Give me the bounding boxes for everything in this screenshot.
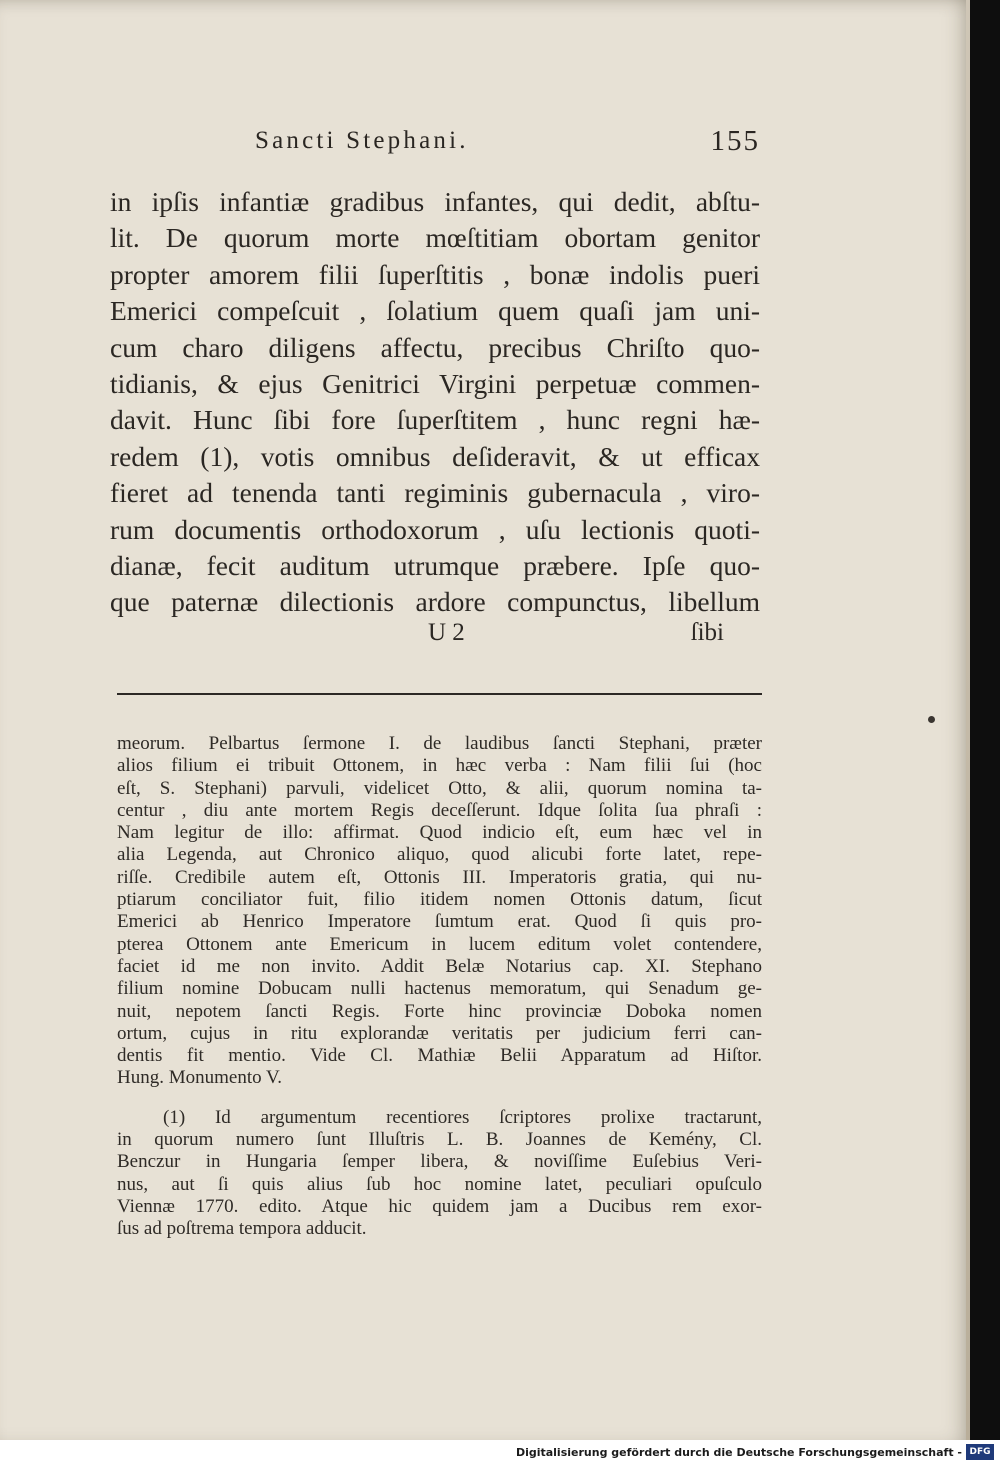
main-text-line: Emerici compeſcuit , ſolatium quem quaſi jam uni-	[110, 295, 760, 327]
footnote-line: nus, aut ſi quis alius ſub hoc nomine latet, peculiari opuſculo	[117, 1173, 762, 1195]
page-number: 155	[710, 125, 760, 157]
main-text-line: redem (1), votis omnibus deſideravit, & ut efficax	[110, 440, 760, 472]
footnote-line: (1) Id argumentum recentiores ſcriptores prolixe tractarunt,	[163, 1106, 762, 1128]
footnote-line: eſt, S. Stephani) parvuli, videlicet Otto, & alii, quorum nomina ta-	[117, 777, 762, 799]
footnotes-block	[117, 733, 762, 1241]
footnote-line: Emerici ab Henrico Imperatore ſumtum erat. Quod ſi quis pro-	[117, 911, 762, 933]
main-text-line: propter amorem filii ſuperſtitis , bonæ indolis pueri	[110, 258, 760, 290]
footnote-line: alios filium ei tribuit Ottonem, in hæc verba : Nam filii ſui (hoc	[117, 755, 762, 777]
footnote-rule	[117, 693, 762, 695]
catchword: ſibi	[690, 619, 724, 646]
footnote-line: Nam legitur de illo: affirmat. Quod indicio eſt, eum hæc vel in	[117, 822, 762, 844]
bleed-through-text	[180, 660, 780, 686]
footnote-line: ſus ad poſtrema tempora adducit.	[117, 1218, 367, 1240]
main-text-line: cum charo diligens affectu, precibus Chriſto quo-	[110, 331, 760, 363]
footnote-line: Hung. Monumento V.	[117, 1067, 283, 1089]
footnote-line: Viennæ 1770. edito. Atque hic quidem jam a Ducibus rem exor-	[117, 1195, 762, 1217]
main-text-line: fieret ad tenenda tanti regiminis gubernacula , viro-	[110, 477, 760, 509]
footnote-spacer	[117, 1090, 762, 1107]
main-text-line: davit. Hunc ſibi fore ſuperſtitem , hunc regni hæ-	[110, 404, 760, 436]
running-head	[255, 127, 760, 169]
footnote-line: dentis fit mentio. Vide Cl. Mathiæ Belii Apparatum ad Hiſtor.	[117, 1045, 762, 1067]
main-text-line: dianæ, fecit auditum utrumque præbere. Ipſe quo-	[110, 549, 760, 581]
footnote-line: meorum. Pelbartus ſermone I. de laudibus ſancti Stephani, præter	[117, 733, 762, 754]
main-text-line: tidianis, & ejus Genitrici Virgini perpetuæ commen-	[110, 367, 760, 399]
main-text-line: in ipſis infantiæ gradibus infantes, qui dedit, abſtu-	[110, 186, 760, 217]
signature-mark: U 2	[428, 619, 465, 646]
main-text-line: lit. De quorum morte mœſtitiam obortam genitor	[110, 222, 760, 254]
main-text-line: que paternæ dilectionis ardore compunctus, libellum	[110, 586, 760, 618]
main-text-line: rum documentis orthodoxorum , uſu lectionis quoti-	[110, 513, 760, 545]
footnote-1	[117, 1107, 762, 1241]
footnote-line: alia Legenda, aut Chronico aliquo, quod alicubi forte latet, repe-	[117, 844, 762, 866]
page-edge	[966, 0, 970, 1440]
footnote-line: centur , diu ante mortem Regis deceſſerunt. Idque ſolita ſua phraſi :	[117, 799, 762, 821]
footnote-line: in quorum numero ſunt Illuſtris L. B. Joannes de Kemény, Cl.	[117, 1129, 762, 1151]
ink-spot	[928, 716, 935, 723]
footnote-line: filium nomine Dobucam nulli hactenus memoratum, qui Senadum ge-	[117, 978, 762, 1000]
digitization-footer	[0, 1440, 1000, 1466]
footnote-line: ptiarum conciliator fuit, filio itidem nomen Ottonis datum, ſicut	[117, 889, 762, 911]
footnote-line: pterea Ottonem ante Emericum in lucem editum volet contendere,	[117, 933, 762, 955]
footnote-line: ortum, cujus in ritu explorandæ veritatis per judicium ferri can-	[117, 1022, 762, 1044]
footnote-line: nuit, nepotem ſancti Regis. Forte hinc provinciæ Doboka nomen	[117, 1000, 762, 1022]
footnote-line: riſſe. Credibile autem eſt, Ottonis III. Imperatoris gratia, qui nu-	[117, 866, 762, 888]
footnote-line: Benczur in Hungaria ſemper libera, & noviſſime Euſebius Veri-	[117, 1151, 762, 1173]
footnote-continued	[117, 733, 762, 1090]
funding-credit: Digitalisierung gefördert durch die Deutsche Forschungsgemeinschaft -	[515, 1446, 962, 1459]
signature-line	[110, 619, 760, 653]
dfg-logo: DFG	[966, 1444, 994, 1460]
main-text-block	[110, 184, 760, 621]
running-head-title: Sancti Stephani.	[255, 127, 469, 154]
footnote-line: faciet id me non invito. Addit Belæ Notarius cap. XI. Stephano	[117, 955, 762, 977]
